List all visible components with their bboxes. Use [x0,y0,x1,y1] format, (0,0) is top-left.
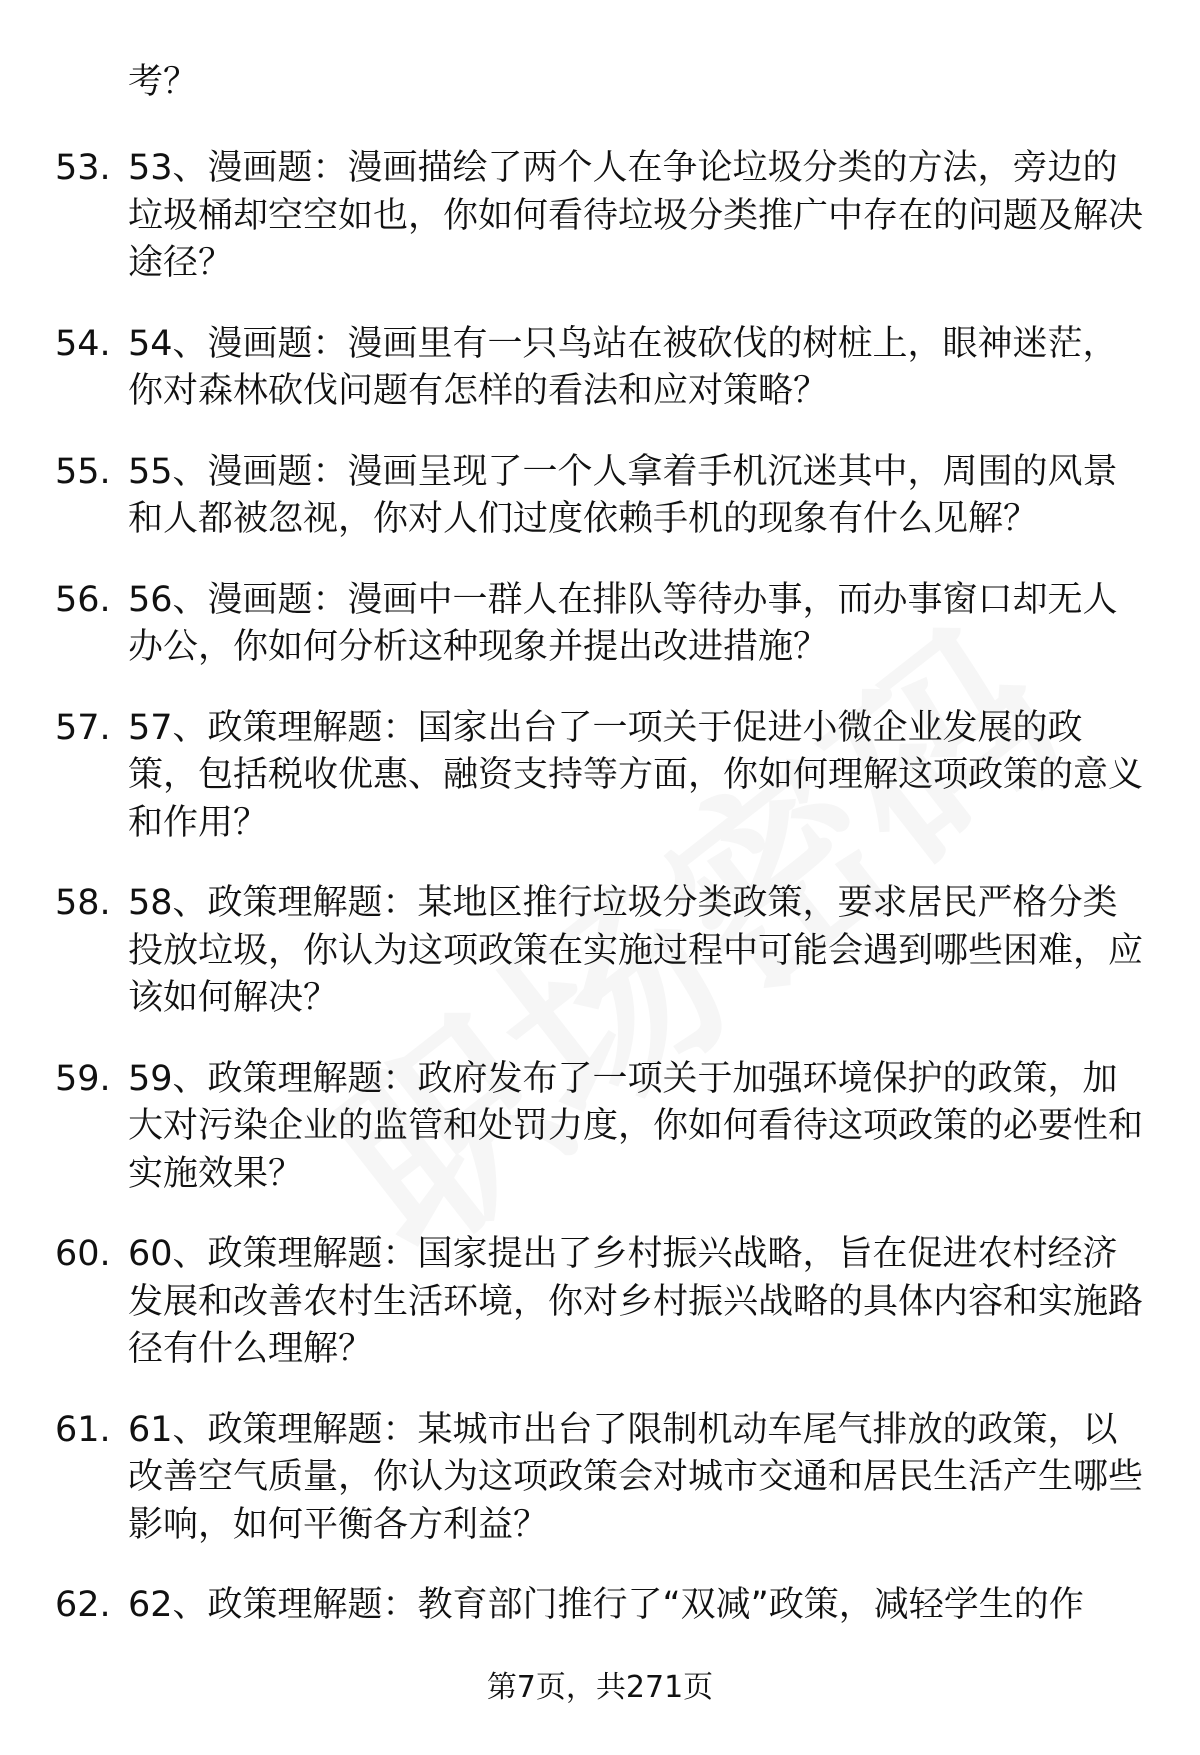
question-text: 61、政策理解题：某城市出台了限制机动车尾气排放的政策，以改善空气质量，你认为这项政策会对城市交通和居民生活产生哪些影响，如何平衡各方利益？ [128,1409,1144,1545]
question-text: 62、政策理解题：教育部门推行了“双减”政策，减轻学生的作 [128,1585,1084,1625]
question-text: 59、政策理解题：政府发布了一项关于加强环境保护的政策，加大对污染企业的监管和处罚力度，你如何看待这项政策的必要性和实施效果？ [128,1058,1144,1194]
question-number: 60. [55,1234,111,1274]
question-text: 53、漫画题：漫画描绘了两个人在争论垃圾分类的方法，旁边的垃圾桶却空空如也，你如何看待垃圾分类推广中存在的问题及解决途径？ [128,148,1144,283]
question-number: 55. [55,451,111,492]
previous-question-continuation: 考？ [128,62,199,102]
question-text: 58、政策理解题：某地区推行垃圾分类政策，要求居民严格分类投放垃圾，你认为这项政策在实施过程中可能会遇到哪些困难，应该如何解决？ [128,883,1144,1018]
list-item [0,1582,1200,1630]
question-text: 56、漫画题：漫画中一群人在排队等待办事，而办事窗口却无人办公，你如何分析这种现象并提出改进措施？ [128,579,1118,667]
list-item [0,577,1200,672]
question-text: 60、政策理解题：国家提出了乡村振兴战略，旨在促进农村经济发展和改善农村生活环境，你对乡村振兴战略的具体内容和实施路径有什么理解？ [128,1234,1144,1369]
list-item [0,1407,1200,1550]
list-item [0,705,1200,848]
question-number: 57. [55,707,111,748]
question-list [0,145,1200,1663]
list-item [0,145,1200,288]
list-item [0,1231,1200,1374]
question-number: 58. [55,883,111,923]
question-number: 62. [55,1585,111,1625]
question-number: 53. [55,148,111,188]
list-item [0,449,1200,544]
list-item [0,880,1200,1023]
question-number: 61. [55,1409,111,1450]
question-text: 57、政策理解题：国家出台了一项关于促进小微企业发展的政策，包括税收优惠、融资支持等方面，你如何理解这项政策的意义和作用？ [128,707,1144,843]
question-text: 54、漫画题：漫画里有一只鸟站在被砍伐的树桩上，眼神迷茫，你对森林砍伐问题有怎样的看法和应对策略？ [128,323,1118,411]
list-item [0,1056,1200,1199]
page-footer: 第7页，共271页 [486,1670,714,1705]
question-text: 55、漫画题：漫画呈现了一个人拿着手机沉迷其中，周围的风景和人都被忽视，你对人们过度依赖手机的现象有什么见解？ [128,451,1118,539]
list-item [0,321,1200,416]
question-number: 56. [55,579,111,620]
question-number: 54. [55,323,111,364]
question-number: 59. [55,1058,111,1099]
